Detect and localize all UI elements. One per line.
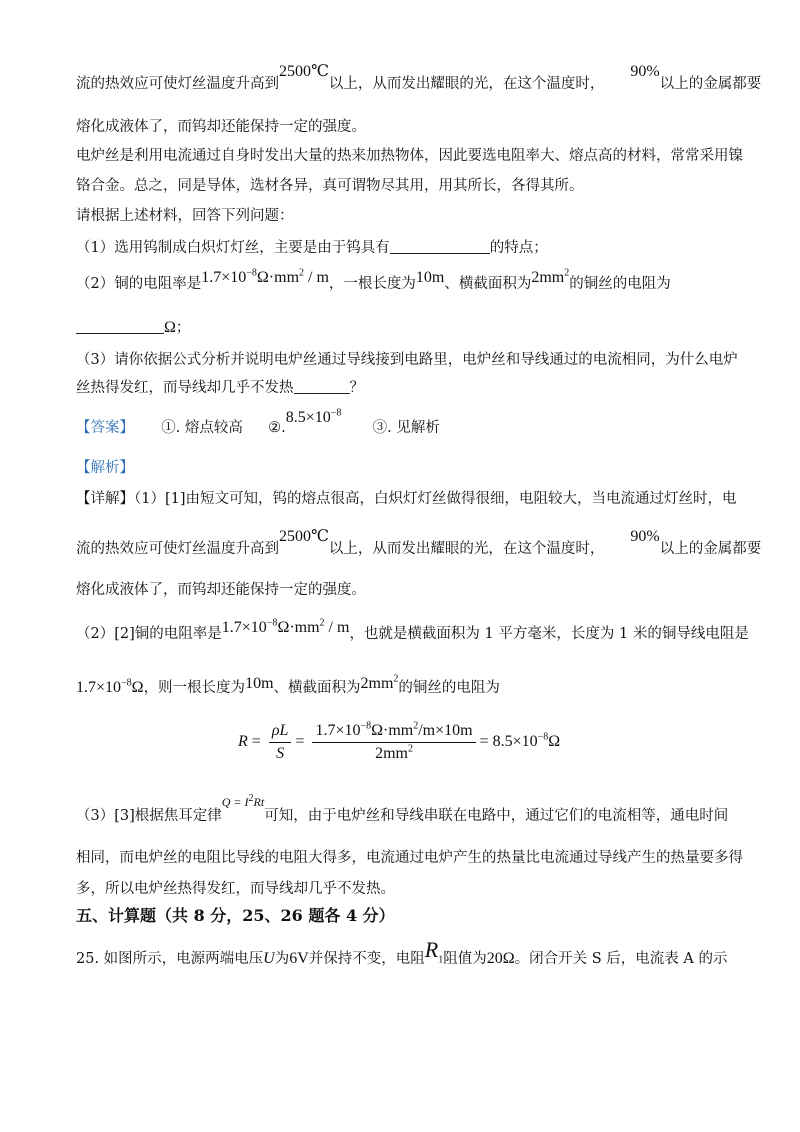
resistance-per-meter: $1.7\times 10^{-8}\Omega$ [76, 677, 144, 696]
answer-line [76, 407, 440, 438]
passage-line-4: 铬合金。总之，同是导体，选材各异，真可谓物尽其用，用其所长，各得其所。 [76, 178, 584, 194]
length-value: 10m [415, 269, 445, 286]
passage-line-2: 熔化成液体了，而钨却还能保持一定的强度。 [76, 119, 366, 135]
answer-blank-2[interactable] [76, 318, 164, 334]
section-heading: 五、计算题（共 8 分，25、26 题各 4 分） [76, 906, 395, 925]
answer-blank-1[interactable] [390, 238, 490, 254]
passage-line-3: 电炉丝是利用电流通过自身时发出大量的热来加热物体，因此要选电阻率大、熔点高的材料，常常采用镍 [76, 148, 743, 164]
answer-blank-3[interactable] [294, 378, 350, 394]
rho-l-over-s: $\frac{\rho L}{S}$ [269, 722, 292, 763]
resistivity-formula-2: $1.7\times 10^{-8}\Omega\cdot mm^2 / m$ [221, 617, 350, 636]
analysis-line-7: 相同，而电炉丝的电阻比导线的电阻大得多，电流通过电炉产生的热量比电流通过导线产生的热量要多得 [76, 850, 743, 866]
temperature-value: 2500℃ [279, 63, 329, 80]
question-1: （1）选用钨制成白炽灯灯丝，主要是由于钨具有 的特点； [76, 240, 548, 256]
analysis-line-1: 【详解】（1）[1]由短文可知，钨的熔点很高，白炽灯灯丝做得很细，电阻较大，当电流通过灯丝时，电 [76, 491, 737, 507]
question-3-line-2: 丝热得发红，而导线却几乎不发热 ？ [76, 380, 364, 396]
passage-line-1: 流的热效应可使灯丝温度升高到2500℃以上，从而发出耀眼的光，在这个温度时，90%以上的金属都要 [76, 63, 762, 92]
answer-3: ③. 见解析 [372, 420, 440, 436]
analysis-line-6: （3）[3]根据焦耳定律$^{Q = I^2Rt}$可知，由于电炉丝和导线串联在电路中，通过它们的电流相等，通电时间 [76, 793, 729, 824]
resistance-equation: R = $\frac{\rho L}{S}$ = $\frac{1.7\times 10^{-8}\Omega\cdot mm^2/m\times 10m}{2mm^2}$ = $8.5\times 10^{-8}\Omega$ [238, 720, 561, 762]
equation-result: $8.5\times 10^{-8}\Omega$ [492, 731, 561, 751]
answer-tag: 【答案】 [76, 420, 134, 436]
question-2-blank-line: Ω； [76, 318, 190, 338]
percent-value: 90% [630, 63, 660, 80]
question-3-line-1: （3）请你依据公式分析并说明电炉丝通过导线接到电路里，电炉丝和导线通过的电流相同，为什么电炉 [76, 352, 738, 368]
joule-law-formula: Q = I2Rt [221, 793, 265, 809]
detail-tag: 【详解】 [76, 491, 134, 507]
resistivity-formula: $1.7\times 10^{-8}\Omega\cdot mm^2 / m$ [201, 267, 329, 286]
analysis-line-2: 流的热效应可使灯丝温度升高到2500℃以上，从而发出耀眼的光，在这个温度时，90%以上的金属都要 [76, 528, 762, 557]
question-25: 25. 如图所示，电源两端电压U为6V并保持不变，电阻$R_1$阻值为20Ω。闭合开关 S 后，电流表 A 的示 [76, 937, 728, 967]
numeric-fraction: $\frac{1.7\times 10^{-8}\Omega\cdot mm^2/m\times 10m}{2mm^2}$ [312, 722, 475, 763]
resistor-r1: $R_1$ [424, 937, 444, 966]
passage-instruction: 请根据上述材料，回答下列问题： [76, 208, 294, 224]
analysis-line-5: $1.7\times 10^{-8}\Omega$，则一根长度为10m、横截面积为$2mm^2$的铜丝的电阻为 [76, 673, 500, 696]
analysis-line-4: （2）[2]铜的电阻率是$1.7\times 10^{-8}\Omega\cdot mm^2 / m$，也就是横截面积为 1 平方毫米，长度为 1 米的铜导线电阻是 [76, 617, 749, 642]
analysis-line-3: 熔化成液体了，而钨却还能保持一定的强度。 [76, 582, 366, 598]
analysis-line-8: 多，所以电炉丝热得发红，而导线却几乎不发热。 [76, 881, 395, 897]
area-value: $2mm^2$ [531, 267, 570, 286]
omega-unit: Ω [164, 319, 176, 336]
answer-2-label: ②. [268, 420, 286, 436]
analysis-tag: 【解析】 [76, 460, 134, 476]
answer-2-value: $8.5\times 10^{-8}$ [285, 407, 342, 426]
question-2: （2）铜的电阻率是$1.7\times 10^{-8}\Omega\cdot mm^2 / m$，一根长度为10m、横截面积为$2mm^2$的铜丝的电阻为 [76, 267, 671, 292]
answer-1: ①. 熔点较高 [161, 420, 243, 436]
